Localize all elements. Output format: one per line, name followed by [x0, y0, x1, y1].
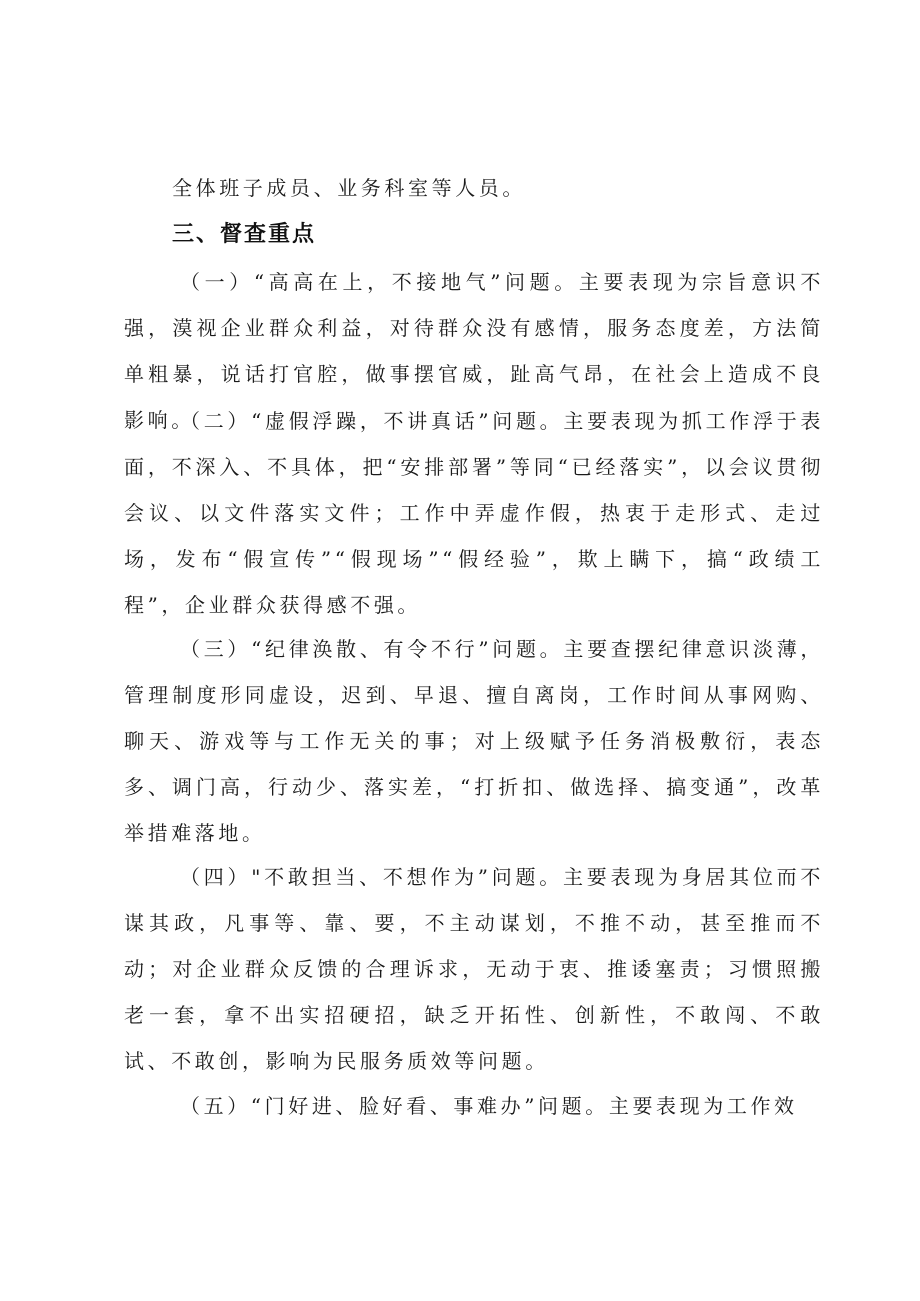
paragraph-1: （一）“高高在上，不接地气”问题。主要表现为宗旨意识不强，漠视企业群众利益，对待群众没有感情，服务态度差，方法简单粗暴，说话打官腔，做事摆官威，趾高气昂，在社会上造成不良影响。	[124, 270, 824, 432]
paragraph-2: （二）“虚假浮躁，不讲真话”问题。主要表现为抓工作浮于表面，不深入、不具体，把“安排部署”等同“已经落实”，以会议贯彻会议、以文件落实文件；工作中弄虚作假，热衷于走形式、走过场，发布“假宣传”“假现场”“假经验”，欺上瞒下，搞“政绩工程”，企业群众获得感不强。	[124, 409, 824, 617]
lead-line: 全体班子成员、业务科室等人员。	[172, 176, 526, 200]
paragraph-4: （四）"不敢担当、不想作为”问题。主要表现为身居其位而不谋其政，凡事等、靠、要，不主动谋划，不推不动，甚至推而不动；对企业群众反馈的合理诉求，无动于衷、推诿塞责；习惯照搬老一套，拿不出实招硬招，缺乏开拓性、创新性，不敢闯、不敢试、不敢创，影响为民服务质效等问题。	[124, 865, 824, 1073]
paragraph-3: （三）“纪律涣散、有令不行”问题。主要查摆纪律意识淡薄，管理制度形同虚设，迟到、早退、擅自离岗，工作时间从事网购、聊天、游戏等与工作无关的事；对上级赋予任务消极敷衍，表态多、调门高，行动少、落实差，“打折扣、做选择、搞变通”，改革举措难落地。	[124, 637, 824, 845]
paragraph-5: （五）“门好进、脸好看、事难办”问题。主要表现为工作效	[180, 1094, 798, 1118]
section-heading: 三、督查重点	[172, 222, 317, 247]
